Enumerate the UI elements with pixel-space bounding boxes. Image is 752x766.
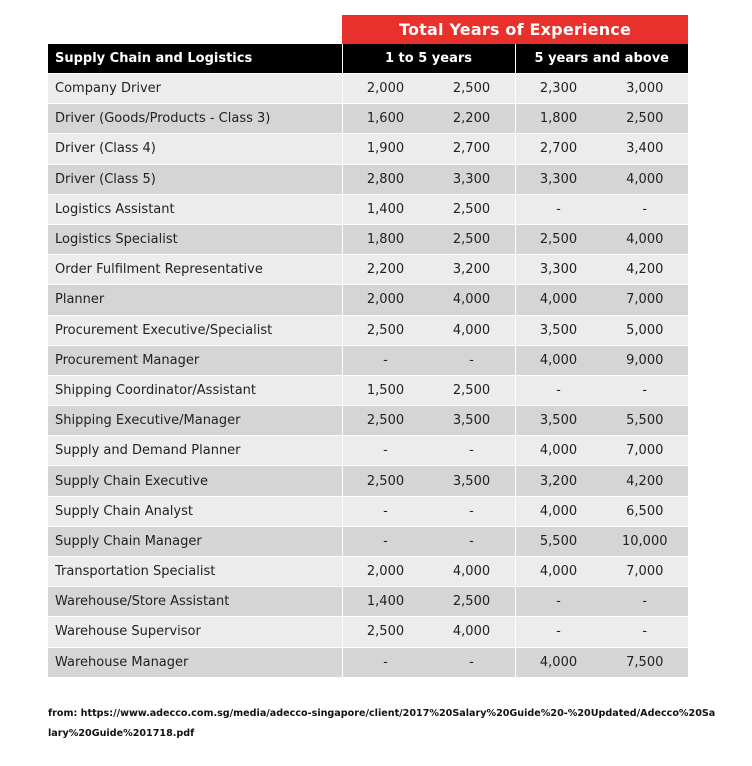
table-row: [48, 164, 688, 194]
table-row: [48, 647, 688, 677]
role-column-header: Supply Chain and Logistics: [48, 44, 342, 74]
salary-value-cell: 4,000: [515, 557, 602, 587]
salary-value-cell: 2,500: [342, 617, 429, 647]
table-row: [48, 194, 688, 224]
salary-value-cell: 3,500: [429, 406, 516, 436]
table-row: [48, 375, 688, 405]
salary-value-cell: -: [429, 345, 516, 375]
salary-value-cell: 2,500: [515, 224, 602, 254]
salary-value-cell: -: [429, 526, 516, 556]
role-cell: Procurement Manager: [48, 345, 342, 375]
salary-value-cell: 2,500: [429, 224, 516, 254]
role-cell: Transportation Specialist: [48, 557, 342, 587]
salary-value-cell: 7,000: [602, 436, 689, 466]
salary-value-cell: 2,300: [515, 74, 602, 104]
table-row: [48, 255, 688, 285]
table-row: [48, 436, 688, 466]
role-cell: Driver (Class 5): [48, 164, 342, 194]
table-row: [48, 285, 688, 315]
salary-value-cell: 2,500: [429, 74, 516, 104]
salary-value-cell: 3,500: [515, 315, 602, 345]
salary-value-cell: 2,000: [342, 285, 429, 315]
salary-value-cell: 3,200: [429, 255, 516, 285]
salary-value-cell: -: [342, 496, 429, 526]
salary-value-cell: 3,500: [515, 406, 602, 436]
salary-value-cell: 1,800: [515, 104, 602, 134]
table-row: [48, 617, 688, 647]
table-body: [48, 74, 688, 677]
role-cell: Shipping Coordinator/Assistant: [48, 375, 342, 405]
salary-value-cell: 2,700: [515, 134, 602, 164]
salary-value-cell: -: [429, 496, 516, 526]
salary-value-cell: 2,700: [429, 134, 516, 164]
table-row: [48, 557, 688, 587]
salary-value-cell: 2,500: [429, 375, 516, 405]
salary-value-cell: 3,000: [602, 74, 689, 104]
role-cell: Planner: [48, 285, 342, 315]
salary-value-cell: 10,000: [602, 526, 689, 556]
experience-title: Total Years of Experience: [342, 15, 688, 44]
salary-value-cell: 1,800: [342, 224, 429, 254]
salary-value-cell: 5,000: [602, 315, 689, 345]
salary-value-cell: 2,200: [342, 255, 429, 285]
table-row: [48, 587, 688, 617]
source-note: from: https://www.adecco.com.sg/media/adecco-singapore/client/2017%20Salary%20Guide%20-%20Updated/Adecco%20Salary%20Guide%201718.pdf: [48, 708, 716, 739]
salary-value-cell: 1,900: [342, 134, 429, 164]
salary-value-cell: 4,000: [515, 345, 602, 375]
role-cell: Warehouse/Store Assistant: [48, 587, 342, 617]
role-cell: Order Fulfilment Representative: [48, 255, 342, 285]
role-cell: Supply Chain Manager: [48, 526, 342, 556]
table-row: [48, 104, 688, 134]
salary-value-cell: 4,000: [602, 224, 689, 254]
salary-value-cell: 1,400: [342, 194, 429, 224]
table-row: [48, 466, 688, 496]
column-header-row: [48, 44, 688, 74]
salary-value-cell: 5,500: [515, 526, 602, 556]
table-row: [48, 406, 688, 436]
table-row: [48, 526, 688, 556]
salary-table: [48, 15, 688, 677]
salary-value-cell: 4,000: [429, 617, 516, 647]
salary-value-cell: 3,300: [515, 164, 602, 194]
salary-value-cell: 9,000: [602, 345, 689, 375]
role-cell: Procurement Executive/Specialist: [48, 315, 342, 345]
role-cell: Shipping Executive/Manager: [48, 406, 342, 436]
role-cell: Logistics Specialist: [48, 224, 342, 254]
band-header-1-to-5-years: 1 to 5 years: [342, 44, 515, 74]
salary-value-cell: -: [342, 436, 429, 466]
salary-value-cell: 4,000: [515, 647, 602, 677]
salary-value-cell: 2,500: [342, 315, 429, 345]
salary-value-cell: 4,000: [429, 285, 516, 315]
salary-value-cell: 3,400: [602, 134, 689, 164]
salary-value-cell: 2,000: [342, 557, 429, 587]
salary-value-cell: -: [602, 194, 689, 224]
salary-value-cell: 2,500: [342, 466, 429, 496]
role-cell: Supply and Demand Planner: [48, 436, 342, 466]
salary-value-cell: -: [602, 587, 689, 617]
salary-value-cell: 7,000: [602, 285, 689, 315]
salary-value-cell: 2,200: [429, 104, 516, 134]
salary-value-cell: 4,000: [515, 285, 602, 315]
salary-value-cell: 3,300: [515, 255, 602, 285]
salary-value-cell: -: [342, 526, 429, 556]
salary-value-cell: -: [515, 194, 602, 224]
salary-value-cell: 1,600: [342, 104, 429, 134]
salary-value-cell: 4,200: [602, 255, 689, 285]
salary-value-cell: 3,200: [515, 466, 602, 496]
salary-value-cell: 1,500: [342, 375, 429, 405]
salary-value-cell: 2,500: [342, 406, 429, 436]
salary-value-cell: 5,500: [602, 406, 689, 436]
empty-corner: [48, 15, 342, 44]
salary-value-cell: -: [515, 617, 602, 647]
table-row: [48, 345, 688, 375]
salary-value-cell: -: [602, 375, 689, 405]
role-cell: Company Driver: [48, 74, 342, 104]
salary-value-cell: 2,500: [429, 587, 516, 617]
experience-title-row: [48, 15, 688, 44]
role-cell: Driver (Goods/Products - Class 3): [48, 104, 342, 134]
salary-value-cell: 6,500: [602, 496, 689, 526]
table-row: [48, 315, 688, 345]
salary-value-cell: -: [342, 647, 429, 677]
table-row: [48, 496, 688, 526]
salary-value-cell: -: [429, 647, 516, 677]
salary-value-cell: 2,500: [429, 194, 516, 224]
salary-value-cell: 4,000: [515, 436, 602, 466]
salary-value-cell: -: [515, 375, 602, 405]
salary-value-cell: 3,500: [429, 466, 516, 496]
salary-value-cell: 4,200: [602, 466, 689, 496]
salary-value-cell: 2,000: [342, 74, 429, 104]
role-cell: Warehouse Supervisor: [48, 617, 342, 647]
salary-value-cell: 7,500: [602, 647, 689, 677]
salary-value-cell: 2,800: [342, 164, 429, 194]
role-cell: Warehouse Manager: [48, 647, 342, 677]
salary-value-cell: 2,500: [602, 104, 689, 134]
salary-value-cell: 1,400: [342, 587, 429, 617]
salary-value-cell: -: [342, 345, 429, 375]
table-row: [48, 74, 688, 104]
salary-value-cell: 7,000: [602, 557, 689, 587]
table-row: [48, 134, 688, 164]
salary-value-cell: -: [515, 587, 602, 617]
band-header-5-years-and-above: 5 years and above: [515, 44, 688, 74]
salary-value-cell: 3,300: [429, 164, 516, 194]
role-cell: Driver (Class 4): [48, 134, 342, 164]
salary-value-cell: -: [602, 617, 689, 647]
salary-value-cell: 4,000: [429, 315, 516, 345]
salary-value-cell: -: [429, 436, 516, 466]
salary-value-cell: 4,000: [602, 164, 689, 194]
role-cell: Logistics Assistant: [48, 194, 342, 224]
role-cell: Supply Chain Executive: [48, 466, 342, 496]
table-row: [48, 224, 688, 254]
salary-value-cell: 4,000: [515, 496, 602, 526]
salary-value-cell: 4,000: [429, 557, 516, 587]
role-cell: Supply Chain Analyst: [48, 496, 342, 526]
